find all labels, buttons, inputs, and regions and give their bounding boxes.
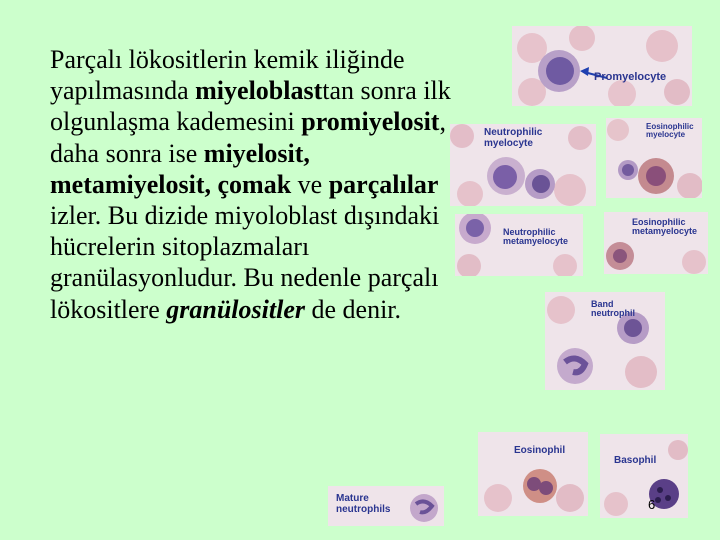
text-part-3: , daha sonra ise bbox=[50, 107, 446, 168]
label-mature-neutrophils: Mature neutrophils bbox=[336, 493, 391, 515]
micrograph-eosinophil bbox=[478, 432, 588, 516]
micrograph-eosinophilic-metamyelocyte bbox=[604, 212, 708, 274]
label-band-neutrophil: Band neutrophil bbox=[591, 299, 635, 319]
slide-number: 6 bbox=[648, 497, 656, 512]
label-promyelocyte: Promyelocyte bbox=[594, 71, 667, 83]
term-miyelosit-series: miyelosit, metamiyelosit, çomak bbox=[50, 138, 310, 199]
micrograph-eosinophilic-myelocyte bbox=[606, 118, 702, 198]
term-promiyelosit: promiyelosit bbox=[301, 107, 440, 137]
label-eosinophilic-myelocyte: Eosinophilic myelocyte bbox=[646, 122, 694, 140]
arrow-icon bbox=[512, 26, 692, 106]
label-neutrophilic-myelocyte: Neutrophilic myelocyte bbox=[484, 127, 543, 149]
body-paragraph bbox=[50, 44, 470, 325]
label-eosinophil: Eosinophil bbox=[514, 445, 566, 456]
micrograph-basophil bbox=[600, 434, 688, 518]
text-part-1: Parçalı lökositlerin kemik iliğinde yapılmasında bbox=[50, 45, 405, 106]
label-basophil: Basophil bbox=[614, 455, 657, 466]
term-miyeloblast: miyeloblast bbox=[195, 76, 323, 106]
text-part-6: de denir. bbox=[304, 294, 402, 324]
micrograph-band-neutrophil bbox=[545, 292, 665, 390]
text-part-4: ve bbox=[291, 169, 329, 199]
micrograph-neutrophilic-myelocyte bbox=[450, 124, 596, 206]
term-parcalilar: parçalılar bbox=[328, 169, 439, 199]
label-eosinophilic-metamyelocyte: Eosinophilic metamyelocyte bbox=[632, 217, 698, 237]
cell-illustration bbox=[600, 434, 688, 518]
text-part-2: tan sonra ilk olgunlaşma kademesini bbox=[50, 76, 451, 137]
term-granulositler: granülositler bbox=[166, 294, 305, 324]
text-part-5: izler. Bu dizide miyoloblast dışındaki hücrelerin sitoplazmaları granülasyonludur. Bu nedenle parçalı lökositlere bbox=[50, 201, 440, 324]
label-neutrophilic-metamyelocyte: Neutrophilic metamyelocyte bbox=[503, 227, 569, 247]
micrograph-mature-neutrophils bbox=[328, 486, 444, 526]
micrograph-neutrophilic-metamyelocyte bbox=[455, 214, 583, 276]
micrograph-promyelocyte bbox=[512, 26, 692, 106]
